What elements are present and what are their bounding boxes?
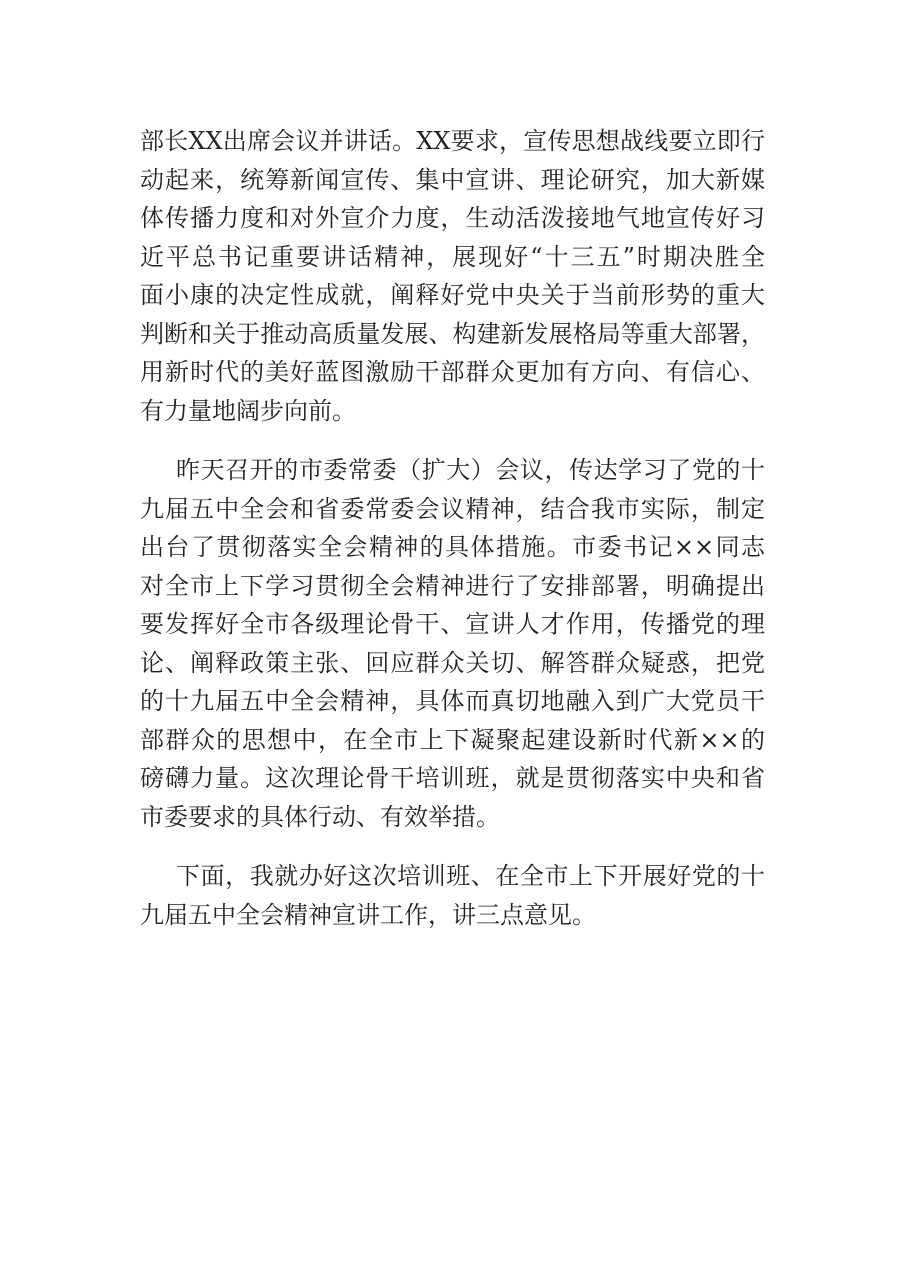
text-line: 的十九届五中全会精神，具体而真切地融入到广大党员干	[140, 687, 765, 715]
text-line: 部长XX出席会议并讲话。XX要求，宣传思想战线要立即行	[140, 127, 765, 155]
text-line: 判断和关于推动高质量发展、构建新发展格局等重大部署，	[140, 319, 765, 348]
text-line: 磅礴力量。这次理论骨干培训班，就是贯彻落实中央和省	[140, 764, 765, 792]
text-line: 市委要求的具体行动、有效举措。	[140, 802, 500, 831]
text-line: 面小康的决定性成就，阐释好党中央关于当前形势的重大	[140, 281, 765, 309]
text-line: 有力量地阔步向前。	[140, 396, 356, 425]
text-line: 动起来，统筹新闻宣传、集中宣讲、理论研究，加大新媒	[140, 165, 765, 194]
paragraph-gap	[140, 430, 765, 451]
paragraph-1	[140, 122, 765, 430]
paragraph-gap	[140, 836, 765, 857]
text-line: 对全市上下学习贯彻全会精神进行了安排部署，明确提出	[140, 571, 765, 600]
text-line: 出台了贯彻落实全会精神的具体措施。市委书记××同志	[140, 533, 765, 561]
text-line: 部群众的思想中，在全市上下凝聚起建设新时代新××的	[140, 725, 765, 754]
text-line: 九届五中全会精神宣讲工作，讲三点意见。	[140, 900, 596, 929]
text-line: 要发挥好全市各级理论骨干、宣讲人才作用，传播党的理	[140, 610, 765, 638]
text-line: 用新时代的美好蓝图激励干部群众更加有方向、有信心、	[140, 358, 765, 386]
document-body	[140, 122, 765, 934]
text-line: 论、阐释政策主张、回应群众关切、解答群众疑惑，把党	[140, 648, 765, 677]
paragraph-2	[140, 451, 765, 836]
paragraph-3	[140, 857, 765, 934]
text-line: 九届五中全会和省委常委会议精神，结合我市实际，制定	[140, 494, 765, 523]
text-line: 昨天召开的市委常委（扩大）会议，传达学习了党的十	[176, 456, 765, 484]
text-line: 下面，我就办好这次培训班、在全市上下开展好党的十	[176, 862, 765, 890]
text-line: 体传播力度和对外宣介力度，生动活泼接地气地宣传好习	[140, 204, 765, 232]
text-line: 近平总书记重要讲话精神，展现好“十三五”时期决胜全	[140, 242, 765, 271]
